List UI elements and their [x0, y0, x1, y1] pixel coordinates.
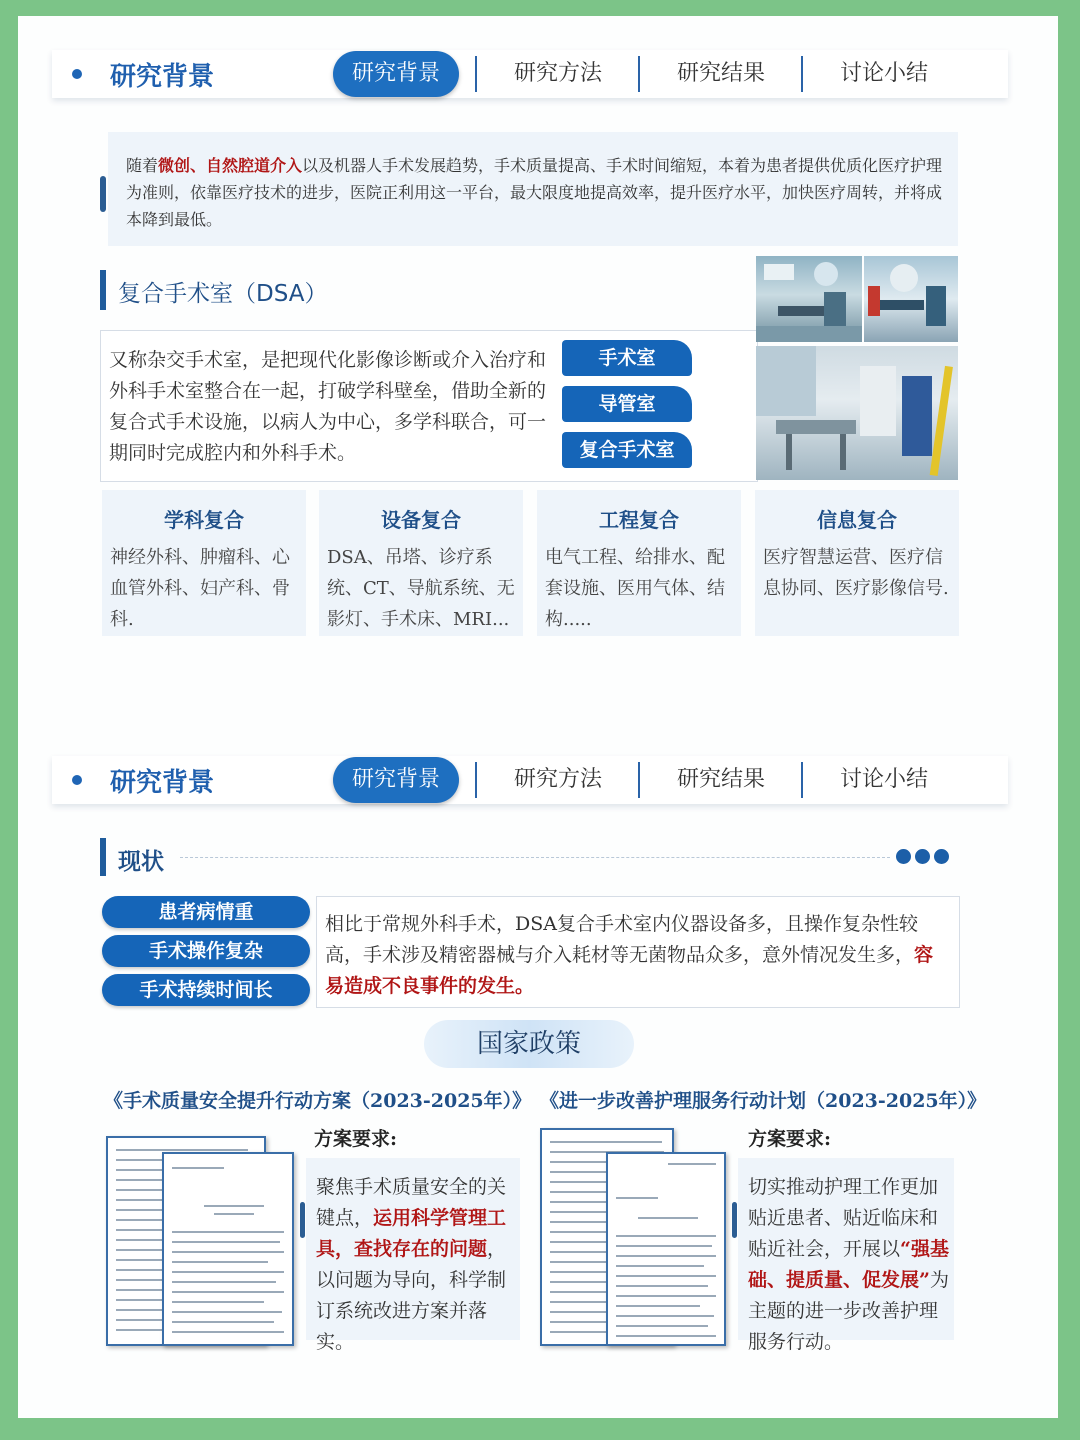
dashed-divider [180, 857, 890, 858]
pill-cath-lab: 导管室 [562, 386, 692, 422]
intro-text [126, 152, 950, 233]
status-text-box [316, 896, 960, 1008]
card-title: 学科复合 [164, 508, 244, 532]
operating-room-photo-3 [756, 346, 958, 480]
requirement-part: 为主题的进一步改善护理服务行动。 [748, 1269, 949, 1353]
operating-room-photo-2 [864, 256, 958, 342]
intro-prefix: 随着 [126, 156, 159, 175]
intro-suffix: 以及机器人手术发展趋势，手术质量提高、手术时间缩短，本着为患者提供优质化医疗护理为准则，依靠医疗技术的进步，医院正利用这一平台，最大限度地提高效率，提升医疗水平，加快医疗周转，并将成本降到最低。 [126, 156, 943, 229]
card-equipment [319, 490, 523, 636]
requirement-box-1 [306, 1158, 520, 1353]
status-text [325, 909, 945, 1002]
dot-icon [896, 849, 911, 864]
tab-research-methods[interactable]: 研究方法 [513, 767, 602, 792]
pill-severe-condition: 患者病情重 [102, 896, 310, 928]
requirement-part: 切实推动护理工作更加贴近患者、贴近临床和贴近社会，开展以 [748, 1176, 939, 1260]
tab-discussion-summary[interactable]: 讨论小结 [839, 767, 928, 792]
nav-title: 研究背景 [110, 768, 215, 798]
dot-icon [934, 849, 949, 864]
accent-bar [100, 176, 106, 212]
tab-divider [638, 762, 640, 798]
card-title: 信息复合 [817, 508, 897, 532]
tab-research-background[interactable]: 研究背景 [333, 757, 459, 803]
requirement-label-2: 方案要求: [748, 1128, 832, 1150]
tab-divider [475, 56, 477, 92]
requirement-highlight: “强基础、提质量、促发展” [748, 1238, 949, 1291]
bullet-icon [72, 775, 82, 785]
intro-highlight: 微创、自然腔道介入 [158, 156, 303, 175]
requirement-box-2 [738, 1158, 954, 1353]
tab-research-background[interactable]: 研究背景 [333, 51, 459, 97]
accent-bar [732, 1202, 737, 1238]
pill-complex-operation: 手术操作复杂 [102, 935, 310, 967]
requirement-part: ，以问题为导向，科学制订系统改进方案并落实。 [316, 1238, 507, 1353]
card-engineering [537, 490, 741, 636]
card-body: 电气工程、给排水、配套设施、医用气体、结构..... [545, 547, 725, 630]
card-information [755, 490, 959, 636]
pill-hybrid-or: 复合手术室 [562, 432, 692, 468]
operating-room-photo-1 [756, 256, 862, 342]
card-title: 工程复合 [599, 508, 679, 532]
status-title: 现状 [118, 848, 164, 875]
pill-operating-room: 手术室 [562, 340, 692, 376]
dot-icon [915, 849, 930, 864]
bullet-icon [72, 69, 82, 79]
policy-heading: 国家政策 [424, 1020, 634, 1068]
policy-doc-title-1: 《手术质量安全提升行动方案（2023-2025年）》 [104, 1090, 532, 1112]
nav-title: 研究背景 [110, 62, 215, 92]
requirement-text-2 [748, 1172, 950, 1358]
card-body: 医疗智慧运营、医疗信息协同、医疗影像信号. [763, 547, 949, 599]
tab-divider [638, 56, 640, 92]
accent-bar [300, 1202, 305, 1238]
policy-doc-title-2: 《进一步改善护理服务行动计划（2023-2025年）》 [540, 1090, 987, 1112]
section-bar [100, 270, 106, 310]
tab-divider [801, 56, 803, 92]
tab-divider [475, 762, 477, 798]
status-body: 相比于常规外科手术，DSA复合手术室内仪器设备多，且操作复杂性较高，手术涉及精密器械与介入耗材等无菌物品众多，意外情况发生多， [325, 913, 918, 966]
section-nav-2 [52, 756, 1008, 804]
section-nav-1 [52, 50, 1008, 98]
card-title: 设备复合 [381, 508, 461, 532]
tab-research-results[interactable]: 研究结果 [676, 767, 765, 792]
requirement-highlight: 运用科学管理工具，查找存在的问题 [316, 1207, 507, 1260]
card-discipline [102, 490, 306, 636]
requirement-text-1 [316, 1172, 516, 1358]
pill-long-duration: 手术持续时间长 [102, 974, 310, 1006]
status-highlight: 容易造成不良事件的发生。 [325, 944, 934, 997]
section-bar [100, 838, 106, 876]
dsa-description: 又称杂交手术室，是把现代化影像诊断或介入治疗和外科手术室整合在一起，打破学科壁垒，借助全新的复合式手术设施，以病人为中心，多学科联合，可一期同时完成腔内和外科手术。 [109, 349, 547, 464]
requirement-part: 聚焦手术质量安全的关键点， [316, 1176, 507, 1229]
tab-divider [801, 762, 803, 798]
intro-box [108, 132, 958, 246]
document-thumbnail [162, 1152, 294, 1346]
card-body: DSA、吊塔、诊疗系统、CT、导航系统、无影灯、手术床、MRI... [327, 547, 515, 630]
tab-research-results[interactable]: 研究结果 [676, 61, 765, 86]
card-body: 神经外科、肿瘤科、心血管外科、妇产科、骨科. [110, 547, 290, 630]
tab-discussion-summary[interactable]: 讨论小结 [839, 61, 928, 86]
requirement-label-1: 方案要求: [314, 1128, 398, 1150]
dsa-title: 复合手术室（DSA） [118, 281, 328, 307]
tab-research-methods[interactable]: 研究方法 [513, 61, 602, 86]
document-thumbnail [606, 1152, 726, 1346]
